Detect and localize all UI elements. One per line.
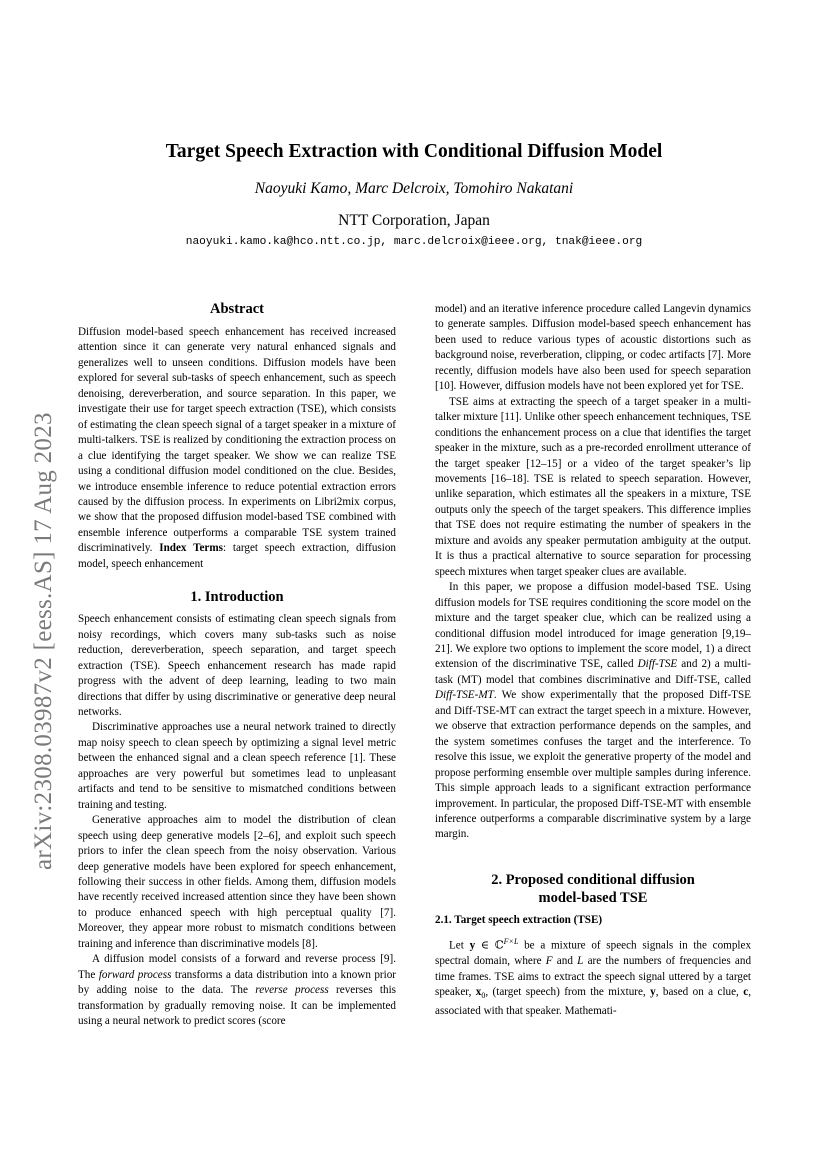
- paper-affiliation: NTT Corporation, Japan: [338, 212, 490, 229]
- intro-paragraph-1: Speech enhancement consists of estimating clean speech signals from noisy recordings, which covers many sub-tasks such as noise reduction, dereverberation, speech separation, and target speech extraction (TSE). Speech enhancement research has made rapid progress with the advent of deep learning, leading to two main directions that differ by using discriminative or generative deep neural networks.: [78, 613, 396, 718]
- introduction-heading: 1. Introduction: [190, 589, 284, 606]
- paper-emails: naoyuki.kamo.ka@hco.ntt.co.jp, marc.delcroix@ieee.org, tnak@ieee.org: [185, 236, 643, 248]
- right-column: [435, 302, 751, 1020]
- abstract-text: Diffusion model-based speech enhancement has received increased attention since it can generate very natural enhanced signals and generalizes well to unseen conditions. Diffusion models have been explored for several sub-tasks of speech enhancement, such as speech denoising, dereverberation, and source separation. In this paper, we investigate their use for target speech extraction (TSE), which consists of estimating the clean speech signal of a target speaker in a mixture of multi-talkers. TSE is realized by conditioning the extraction process on a clue identifying the target speaker. We show we can realize TSE using a conditional diffusion model conditioned on the clue. Besides, we introduce ensemble inference to reduce potential extraction errors caused by the diffusion process. In experiments on Libri2mix corpus, we show that the proposed diffusion model-based TSE combined with ensemble inference outperforms a comparable TSE system trained discriminatively. Index Terms: target speech extraction, diffusion model, speech enhancement: [78, 326, 396, 570]
- index-terms-label: Index Terms: [159, 542, 223, 555]
- left-column: [78, 300, 396, 1029]
- intro-paragraph-4-continued: model) and an iterative inference procedure called Langevin dynamics to generate samples. Diffusion model-based speech enhancement has been used to reduce various types of acoustic distortions such as background noise, reverberation, clipping, or codec artifacts [7]. More recently, diffusion models have also been used for speech separation [10]. However, diffusion models have not been explored yet for TSE.: [435, 303, 751, 393]
- diff-tse-term: Diff-TSE: [637, 658, 678, 671]
- intro-paragraph-3: Generative approaches aim to model the distribution of clean speech using deep generative models [2–6], and exploit such speech priors to infer the clean speech from the noisy observation. Various deep generative models have been explored for speech enhancement, following their success in other fields. Among them, diffusion models have recently received increased attention since they have been shown to produce enhanced speech with high perceptual quality [7]. Moreover, they appear more robust to mismatch conditions between training and inference than discriminative models [8].: [78, 814, 396, 950]
- forward-process-term: forward process: [98, 968, 172, 981]
- reverse-process-term: reverse process: [255, 984, 329, 997]
- intro-paragraph-6: In this paper, we propose a diffusion model-based TSE. Using diffusion models for TSE requires conditioning the score model on the mixture and the target speaker clue, which can be realized using a conditional diffusion model introduced for image generation [9,19–21]. We explore two options to implement the score model, 1) a direct extension of the discriminative TSE, called Diff-TSE and 2) a multi-task (MT) model that combines discriminative and Diff-TSE, called Diff-TSE-MT. We show experimentally that the proposed Diff-TSE and Diff-TSE-MT can extract the target speech in a mixture. However, we observe that extraction performance depends on the samples, and the system sometimes confuses the target and the interference. To resolve this issue, we exploit the generative property of the model and propose performing ensemble over multiple samples during inference. This simple approach leads to a significant extraction performance improvement. In particular, the proposed Diff-TSE-MT with ensemble inference outperforms a comparable discriminative system by a large margin.: [435, 581, 752, 841]
- paper-authors: Naoyuki Kamo, Marc Delcroix, Tomohiro Nakatani: [254, 180, 574, 197]
- arxiv-identifier: arXiv:2308.03987v2 [eess.AS] 17 Aug 2023: [30, 412, 57, 870]
- section-2-heading: [435, 871, 751, 907]
- index-terms: : target speech extraction, diffusion model, speech enhancement: [78, 542, 396, 570]
- intro-paragraph-2: Discriminative approaches use a neural network trained to directly map noisy speech to clean speech by optimizing a signal level metric between the enhanced signal and a clean speech reference [1]. These approaches are very powerful but sometimes lead to unpleasant artifacts and tend to be sensitive to mismatched conditions between training and testing.: [78, 721, 396, 811]
- subsection-2-1-heading: 2.1. Target speech extraction (TSE): [435, 913, 603, 926]
- abstract-heading: Abstract: [210, 301, 264, 317]
- intro-paragraph-4: A diffusion model consists of a forward and reverse process [9]. The forward process transforms a data distribution into a known prior by adding noise to the data. The reverse process reverses this transformation by gradually removing noise. It can be implemented using a neural network to predict scores (score: [78, 953, 397, 1028]
- paper-title: Target Speech Extraction with Conditional Diffusion Model: [165, 141, 663, 162]
- section-2-heading-line-1: 2. Proposed conditional diffusion: [491, 871, 695, 888]
- section-2-1-paragraph-1: Let y ∈ ℂ$^{F\times L}$ be a mixture of speech signals in the complex spectral domain, where F and L are the numbers of frequencies and time frames. TSE aims to extract the speech signal uttered by a target speaker, $x_0$, (target speech) from the mixture, y, based on a clue, c, associated with that speaker. Mathemati-: [435, 937, 752, 1018]
- arxiv-identifier-sidebar: [22, 350, 62, 870]
- diff-tse-mt-term: Diff-TSE-MT: [435, 689, 494, 702]
- section-2-heading-line-2: model-based TSE: [538, 889, 648, 906]
- intro-paragraph-5: TSE aims at extracting the speech of a target speaker in a multi-talker mixture [11]. Unlike other speech enhancement techniques, TSE conditions the enhancement process on a clue that identifies the target speaker in the mixture, such as a pre-recorded enrollment utterance of the target speaker [12–15] or a video of the target speaker’s lip movements [16–18]. TSE is related to speech separation. However, unlike separation, which estimates all the speakers in a mixture, TSE outputs only the speech of the target speakers. This difference implies that TSE does not require estimating the number of speakers in the mixture and avoids any speaker permutation ambiguity at the output. It is thus a practical alternative to source separation for processing speech mixtures when target speaker clues are available.: [435, 395, 751, 578]
